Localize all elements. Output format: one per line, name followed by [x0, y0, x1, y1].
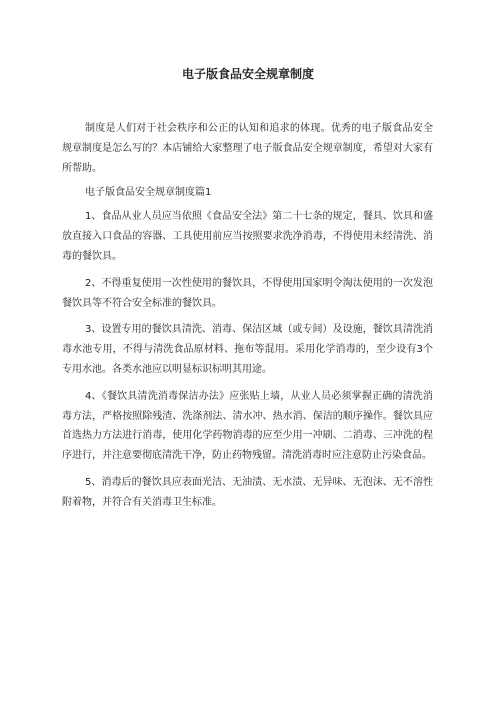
intro-paragraph: 制度是人们对于社会秩序和公正的认知和追求的体现。优秀的电子版食品安全规章制度是怎么写的？本店铺给大家整理了电子版食品安全规章制度，希望对大家有所帮助。: [62, 123, 433, 174]
document-title: 电子版食品安全规章制度: [181, 67, 314, 81]
rule-item-2: 2、不得重复使用一次性使用的餐饮具，不得使用国家明令淘汰使用的一次发泡餐饮具等不符合安全标准的餐饮具。: [62, 277, 433, 309]
section-heading: 电子版食品安全规章制度篇1: [85, 187, 212, 199]
rule-item-5: 5、消毒后的餐饮具应表面光洁、无油渍、无水渍、无异味、无泡沫、无不溶性附着物，并符合有关消毒卫生标准。: [62, 476, 433, 508]
rule-item-1: 1、食品从业人员应当依照《食品安全法》第二十七条的规定，餐具、饮具和盛放直接入口食品的容器、工具使用前应当按照要求洗净消毒，不得使用未经清洗、消毒的餐饮具。: [62, 211, 433, 262]
rule-item-4: 4、《餐饮具清洗消毒保洁办法》应张贴上墙，从业人员必须掌握正确的清洗消毒方法，严格按照除残渣、洗涤剂法、清水冲、热水消、保洁的顺序操作。餐饮具应首选热力方法进行消毒，使用化学药物消毒的应至少用一冲刷、二消毒、三冲洗的程序进行，并注意要彻底清洗干净，防止药物残留。清洗消毒时应注意防止污染食品。: [62, 390, 433, 462]
document-body: [62, 119, 433, 520]
rule-item-3: 3、设置专用的餐饮具清洗、消毒、保洁区域（或专间）及设施，餐饮具清洗消毒水池专用，不得与清洗食品原材料、拖布等混用。采用化学消毒的，至少设有3个专用水池。各类水池应以明显标识标明其用途。: [62, 324, 433, 375]
